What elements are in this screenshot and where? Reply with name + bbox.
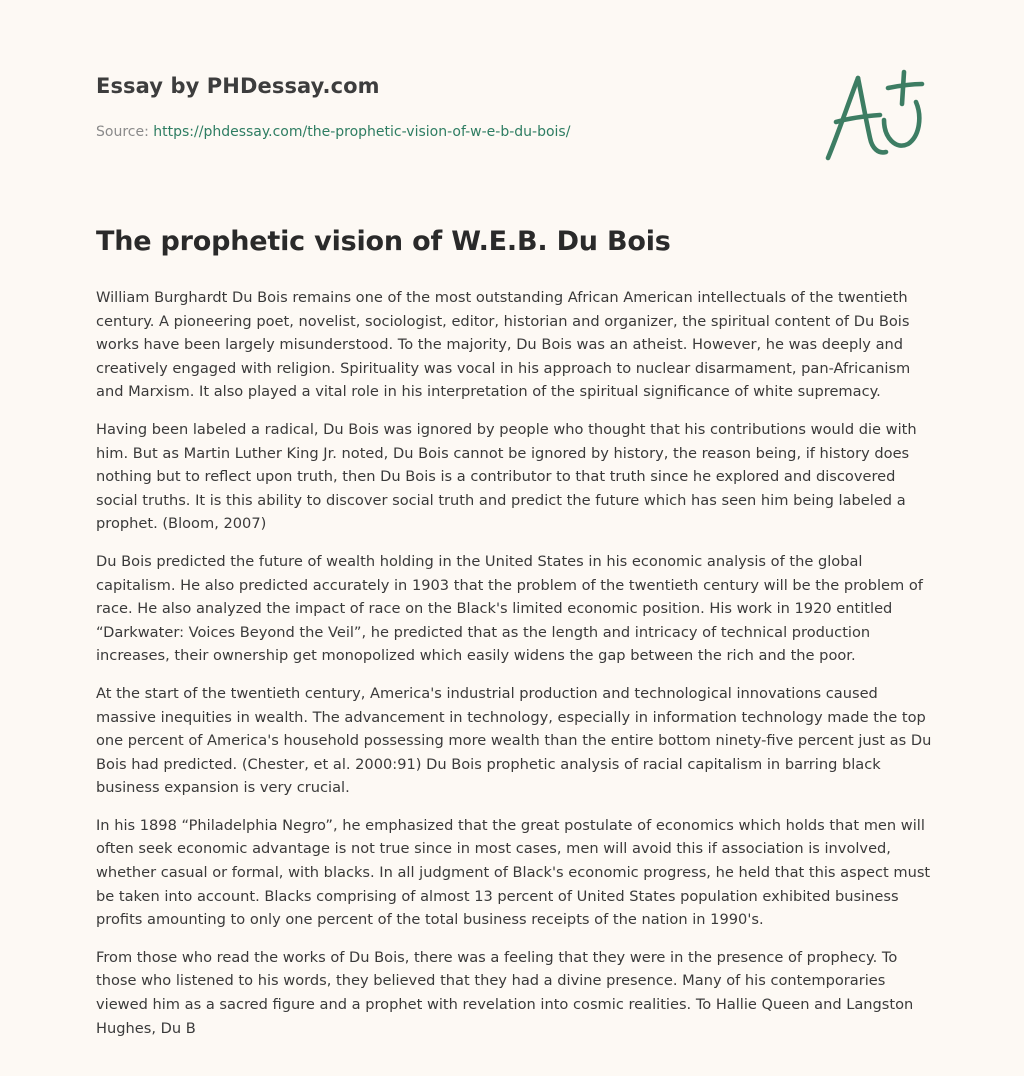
paragraph: Du Bois predicted the future of wealth holding in the United States in his economic analysis of the global capitalism. He also predicted accurately in 1903 that the problem of the twentieth century will be the problem of race. He also analyzed the impact of race on the Black's limited economic position. His work in 1920 entitled “Darkwater: Voices Beyond the Veil”, he predicted that as the length and intricacy of technical production increases, their ownership get monopolized which easily widens the gap between the rich and the poor. bbox=[96, 552, 923, 665]
source-label: Source: bbox=[96, 124, 154, 140]
paragraph: At the start of the twentieth century, America's industrial production and technological innovations caused massive inequities in wealth. The advancement in technology, especially in information technology made the top one percent of America's household possessing more wealth than the entire bottom ninety-five percent just as Du Bois had predicted. (Chester, et al. 2000:91) Du Bois prophetic analysis of racial capitalism in barring black business expansion is very crucial. bbox=[96, 684, 932, 797]
source-link[interactable]: https://phdessay.com/the-prophetic-vision-of-w-e-b-du-bois/ bbox=[153, 124, 571, 140]
paragraph: Having been labeled a radical, Du Bois was ignored by people who thought that his contributions would die with him. But as Martin Luther King Jr. noted, Du Bois cannot be ignored by history, the reason being, if history does nothing but to reflect upon truth, then Du Bois is a contributor to that truth since he explored and discovered social truths. It is this ability to discover social truth and predict the future which has seen him being labeled a prophet. (Bloom, 2007) bbox=[96, 420, 917, 533]
brand-title: Essay by PHDessay.com bbox=[96, 74, 380, 98]
a-plus-grade-icon bbox=[818, 64, 930, 166]
essay-title: The prophetic vision of W.E.B. Du Bois bbox=[96, 226, 671, 257]
source-line bbox=[96, 124, 796, 140]
essay-body bbox=[96, 286, 936, 1054]
paragraph: In his 1898 “Philadelphia Negro”, he emphasized that the great postulate of economics which holds that men will often seek economic advantage is not true since in most cases, men will avoid this if association is involved, whether casual or formal, with blacks. In all judgment of Black's economic progress, he held that this aspect must be taken into account. Blacks comprising of almost 13 percent of United States population exhibited business profits amounting to only one percent of the total business receipts of the nation in 1990's. bbox=[96, 816, 931, 929]
page-header bbox=[96, 74, 796, 140]
paragraph: William Burghardt Du Bois remains one of the most outstanding African American intellectuals of the twentieth century. A pioneering poet, novelist, sociologist, editor, historian and organizer, the spiritual content of Du Bois works have been largely misunderstood. To the majority, Du Bois was an atheist. However, he was deeply and creatively engaged with religion. Spirituality was vocal in his approach to nuclear disarmament, pan-Africanism and Marxism. It also played a vital role in his interpretation of the spiritual significance of white supremacy. bbox=[96, 289, 911, 401]
paragraph: From those who read the works of Du Bois, there was a feeling that they were in the presence of prophecy. To those who listened to his words, they believed that they had a divine presence. Many of his contemporaries viewed him as a sacred figure and a prophet with revelation into cosmic realities. To Hallie Queen and Langston Hughes, Du B bbox=[96, 948, 914, 1037]
